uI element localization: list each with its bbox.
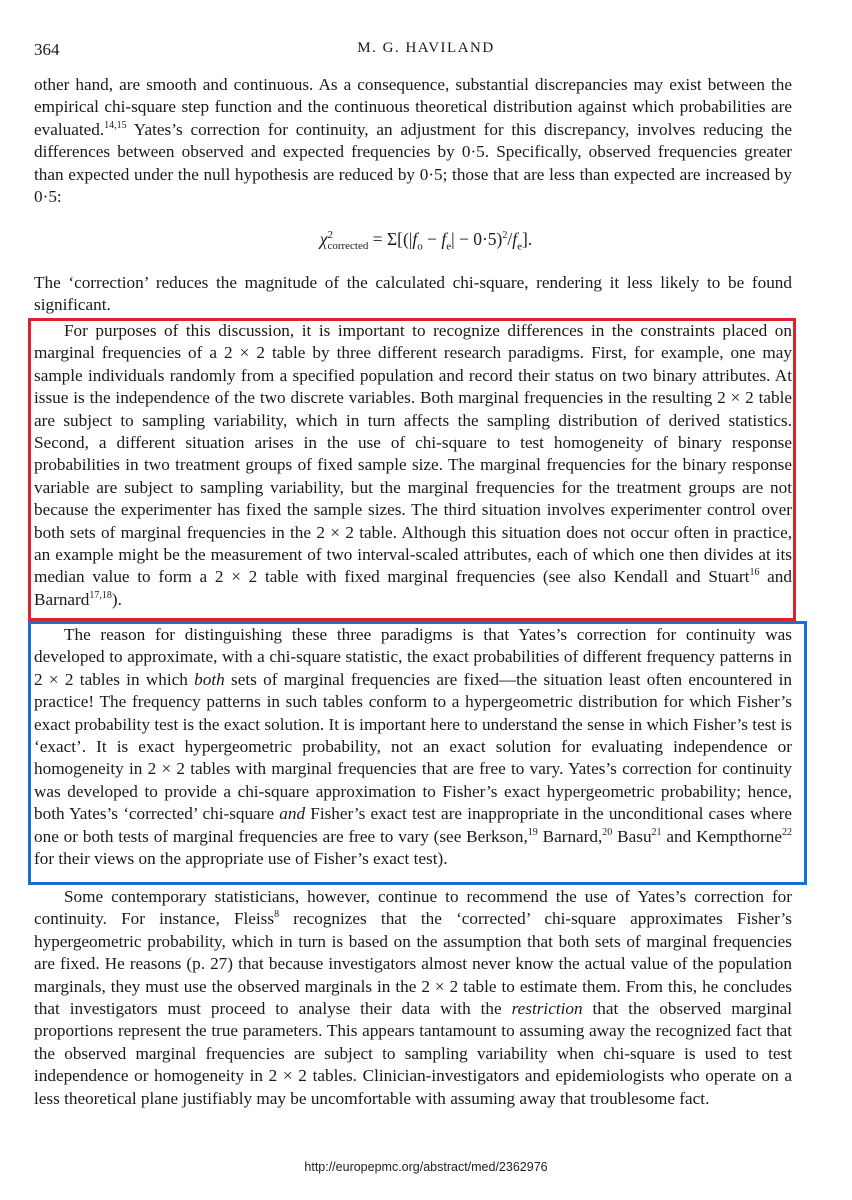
equation-sub-o: o [417,240,423,253]
paragraph-4-text-cont: and Kempthorne [661,826,783,846]
paragraph-5-text-end: that the observed marginal proportions represent the true parameters. This appears tantamount to assuming away the recognized fact that the observed marginal frequencies are subject to sampling variability when chi-square is used to test independence or homogeneity in 2 × 2 tables. Clinician-investigators and epidemiologists who operate on a less theoretical plane justifiably may be uncomfortable with assuming away that troublesome fact. [34,999,793,1108]
yates-equation [0,229,852,253]
paragraph-4-text-cont: sets of marginal frequencies are fixed—the situation least often encountered in practice! The frequency patterns in such tables conform to a hypergeometric distribution for which Fisher’s exact probability test is the exact solution. It is important here to understand the sense in which Fisher’s test is ‘exact’. It is exact hypergeometric probability, not an exact solution for evaluating independence or homogeneity in 2 × 2 tables with marginal frequencies that are free to vary. Yates’s correction for continuity was developed to provide a chi-square approximation to Fisher’s exact hypergeometric probability; hence, both Yates’s ‘corrected’ chi-square [34,669,792,824]
paragraph-4-text-cont: Fisher’s exact test are inappropriate in the unconditional cases where one or both tests of marginal frequencies are free to vary (see Berkson, [34,804,793,846]
citation-ref: 21 [651,826,662,838]
chi-superscript: 2 [327,228,333,241]
equation-sub-e: e [517,240,523,253]
paragraph-4-text-cont: Barnard, [537,826,603,846]
citation-ref: 22 [782,826,793,838]
paragraph-1-text-cont: Yates’s correction for continuity, an adjustment for this discrepancy, involves reducing the differences between observed and expected frequencies by 0·5. Specifically, observed frequencies greater than expected under the null hypothesis are reduced by 0·5; those that are less than expected are increased by 0·5: [34,119,792,207]
equation-part: ]. [522,229,533,249]
equation-part: = Σ[(| [368,229,413,249]
paragraph-2: The ‘correction’ reduces the magnitude of the calculated chi-square, rendering it less likely to be found significant. [34,273,792,315]
paragraph-3-text-cont: and Barnard [34,567,792,609]
paragraph-4-text-cont: Basu [612,826,652,846]
paragraph-4-text-end: for their views on the appropriate use of Fisher’s exact test). [34,849,448,869]
equation-f: f [441,229,447,249]
page-number: 364 [34,40,60,59]
paragraph-4-text: The reason for distinguishing these three paradigms is that Yates’s correction for continuity was developed to approximate, with a chi-square statistic, the exact probabilities of different frequency patterns in 2 × 2 tables in which [34,625,792,689]
citation-ref: 14,15 [104,119,127,131]
paragraph-5 [34,886,792,1110]
emphasis: and [279,804,306,824]
paragraph-5-text-cont: recognizes that the ‘corrected’ chi-square approximates Fisher’s hypergeometric probability, which in turn is based on the assumption that both sets of marginal frequencies are fixed. He reasons (p. 27) that because investigators almost never know the actual value of the population marginals, they must use the observed marginals in the 2 × 2 table to estimate them. From this, he concludes that investigators must proceed to analyse their data with the [34,909,792,1019]
paragraph-3 [34,320,792,611]
citation-ref: 17,18 [89,589,112,601]
equation-square: 2 [502,230,508,241]
citation-ref: 20 [602,826,613,838]
paragraph-3-text: For purposes of this discussion, it is important to recognize differences in the constraints placed on marginal frequencies of a 2 × 2 table by three different research paradigms. First, for example, one may sample individuals randomly from a specified population and record their status on two binary attributes. At issue is the independence of the two discrete variables. Both marginal frequencies in the resulting 2 × 2 table are subject to sampling variability, which in turn affects the sampling distribution of derived statistics. Second, a different situation arises in the use of chi-square to test homogeneity of binary response probabilities in two treatment groups of fixed sample size. The marginal frequencies for the binary response variable are subject to sampling variability, but the marginal frequencies for the treatment groups are not because the experimenter has fixed the sample sizes. The third situation involves experimenter control over both sets of marginal frequencies in the 2 × 2 table. Although this situation does not occur often in practice, an example might be the measurement of two interval-scaled attributes, each of which one then divides at its median value to form a 2 × 2 table with fixed marginal frequencies (see also Kendall and Stuart [34,321,792,587]
citation-ref: 8 [274,909,280,921]
equation-f: f [512,229,518,249]
emphasis: both [194,669,225,689]
equation-slash: / [507,229,513,249]
source-url[interactable]: http://europepmc.org/abstract/med/2362976 [304,1160,548,1174]
citation-ref: 19 [527,826,538,838]
paragraph-3-text-end: ). [111,589,122,609]
equation-f: f [412,229,418,249]
paragraph-1-text: other hand, are smooth and continuous. As a consequence, substantial discrepancies may exist between the empirical chi-square step function and the continuous theoretical distribution against which probabilities are evaluated. [34,75,792,139]
paragraph-1 [34,74,792,208]
equation-minus: − [422,229,442,249]
citation-ref: 16 [749,567,760,579]
running-head: M. G. HAVILAND [357,40,495,56]
paragraph-5-text: Some contemporary statisticians, however, continue to recommend the use of Yates’s correction for continuity. For instance, Fleiss [34,887,792,929]
chi-subscript: corrected [327,239,369,252]
paragraph-4 [34,624,792,870]
equation-sub-e: e [446,240,452,253]
chi-symbol: χ [319,229,328,249]
emphasis: restriction [511,999,583,1019]
equation-part: | − 0·5) [451,229,503,249]
